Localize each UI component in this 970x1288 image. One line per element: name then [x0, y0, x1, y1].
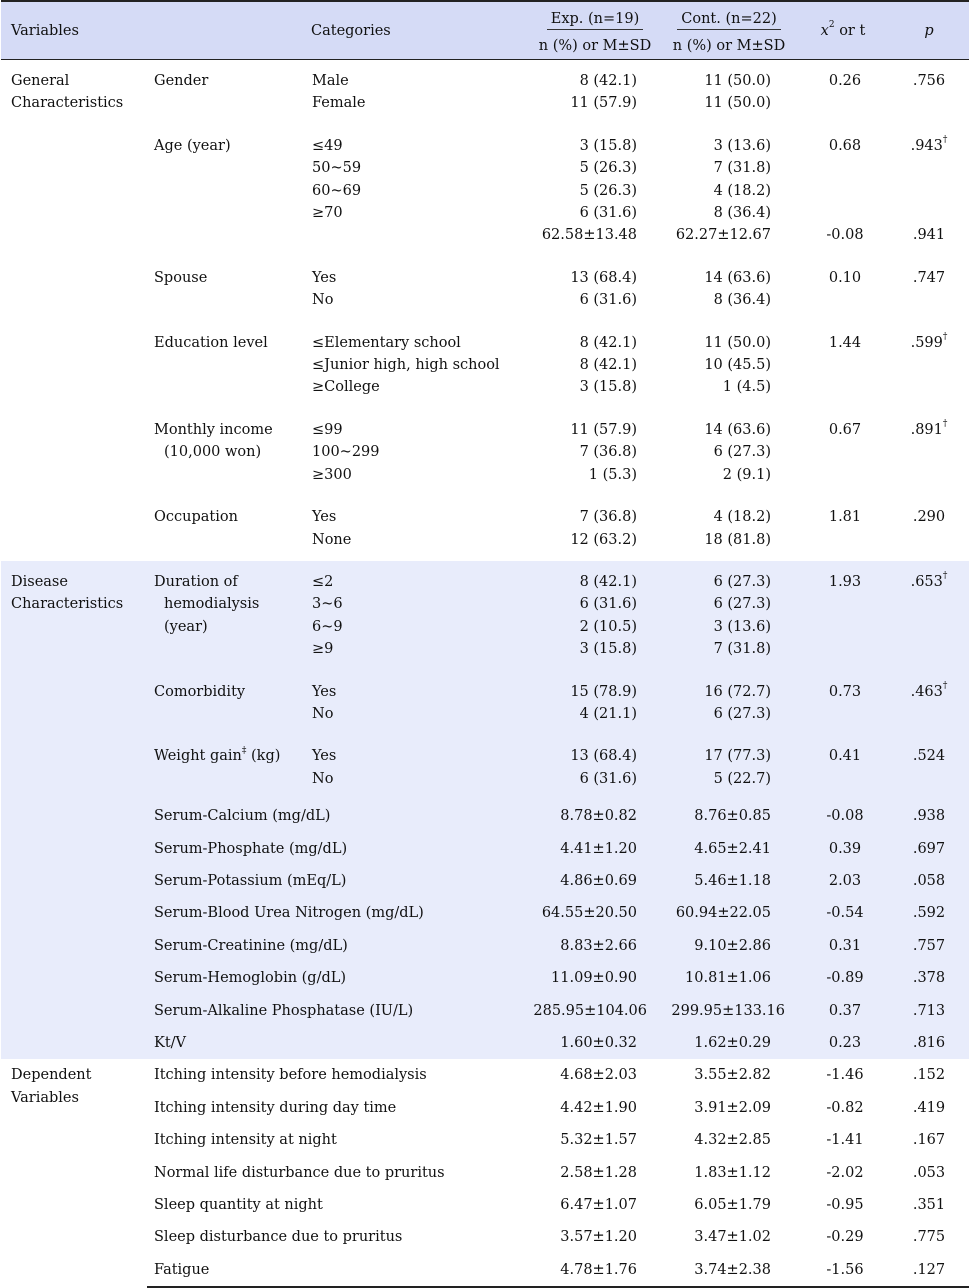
chi-spouse: 0.10	[828, 269, 862, 286]
label-serum-phosphate: Serum-Phosphate (mg/dL)	[147, 833, 529, 865]
exp-serum-creatinine: 8.83±2.66	[529, 930, 661, 962]
cats-income: ≤99 100~299 ≥300	[312, 421, 380, 483]
exp-itch-day: 4.42±1.90	[560, 1099, 637, 1116]
label-serum-alp: Serum-Alkaline Phosphatase (IU/L)	[147, 995, 529, 1027]
label-gender: Gender	[154, 73, 209, 89]
header-p: p	[889, 1, 969, 60]
row-serum-potassium	[1, 865, 969, 897]
chi-duration: 1.93	[797, 561, 889, 671]
cont-fatigue: 3.74±2.38	[661, 1254, 797, 1287]
p-weight-gain: .524	[889, 735, 969, 800]
cats-gender: Male Female	[312, 73, 366, 112]
cats-duration: ≤2 3~6 6~9 ≥9	[311, 561, 529, 671]
label-serum-bun: Serum-Blood Urea Nitrogen (mg/dL)	[147, 897, 529, 929]
section-disease	[1, 561, 969, 1060]
cont-sleep-quantity: 6.05±1.79	[694, 1197, 771, 1214]
cont-weight-gain: 17 (77.3) 5 (22.7)	[661, 735, 797, 800]
chi-occupation: 1.81	[828, 509, 862, 526]
chi-serum-alp: 0.37	[797, 995, 889, 1027]
chi-ktv: 0.23	[797, 1027, 889, 1059]
header-chi-or-t: $x^2$ or t	[797, 1, 889, 60]
chi-itch-day: -0.82	[826, 1099, 864, 1116]
section-general	[1, 60, 969, 561]
chi-fatigue: -1.56	[797, 1254, 889, 1287]
section-general-label: General Characteristics	[11, 73, 124, 112]
section-dependent	[1, 1059, 969, 1287]
chi-income: 0.67	[828, 421, 862, 438]
cats-occupation: Yes None	[312, 509, 352, 548]
row-comorbidity	[1, 671, 969, 736]
row-serum-bun	[1, 897, 969, 929]
p-occupation: .290	[912, 509, 946, 526]
cont-education: 11 (50.0) 10 (45.5) 1 (4.5)	[704, 334, 771, 396]
header-variables: Variables	[1, 1, 147, 60]
exp-sleep-disturbance: 3.57±1.20	[560, 1229, 637, 1246]
row-spouse	[1, 257, 969, 322]
header-exp-group: Exp. (n=19)	[529, 1, 661, 33]
p-income: .891†	[910, 419, 948, 438]
label-sleep-disturbance: Sleep disturbance due to pruritus	[154, 1229, 403, 1246]
chi-itch-night: -1.41	[826, 1132, 864, 1149]
cont-serum-phosphate: 4.65±2.41	[661, 833, 797, 865]
row-serum-creatinine	[1, 930, 969, 962]
cont-income: 14 (63.6) 6 (27.3) 2 (9.1)	[704, 421, 771, 483]
exp-serum-bun: 64.55±20.50	[529, 897, 661, 929]
row-duration	[1, 561, 969, 671]
row-itch-day	[1, 1092, 969, 1124]
label-life-disturbance: Normal life disturbance due to pruritus	[154, 1164, 445, 1181]
cont-age: 3 (13.6) 7 (31.8) 4 (18.2) 8 (36.4) 62.27±12.67	[675, 137, 771, 244]
chi-comorbidity: 0.73	[797, 671, 889, 736]
label-comorbidity: Comorbidity	[147, 671, 311, 736]
row-itch-night	[1, 1124, 969, 1156]
label-fatigue: Fatigue	[147, 1254, 529, 1287]
exp-fatigue: 4.78±1.76	[529, 1254, 661, 1287]
chi-life-disturbance: -2.02	[826, 1164, 864, 1181]
chi-serum-hemoglobin: -0.89	[797, 962, 889, 994]
p-comorbidity: .463†	[889, 671, 969, 736]
p-itch-night: .167	[912, 1132, 946, 1149]
row-weight-gain	[1, 735, 969, 800]
p-education: .599†	[910, 331, 948, 351]
label-itch-day: Itching intensity during day time	[154, 1099, 397, 1116]
exp-serum-hemoglobin: 11.09±0.90	[529, 962, 661, 994]
cont-spouse: 14 (63.6) 8 (36.4)	[704, 269, 771, 309]
exp-life-disturbance: 2.58±1.28	[560, 1164, 637, 1181]
p-serum-calcium: .938	[889, 800, 969, 832]
p-sleep-quantity: .351	[912, 1197, 946, 1214]
p-sleep-disturbance: .775	[912, 1229, 946, 1246]
cats-spouse: Yes No	[312, 269, 337, 309]
chi-gender: 0.26	[828, 73, 862, 89]
exp-itch-night: 5.32±1.57	[560, 1132, 637, 1149]
p-serum-alp: .713	[889, 995, 969, 1027]
p-spouse: .747	[912, 269, 946, 286]
cont-itch-day: 3.91±2.09	[694, 1099, 771, 1116]
exp-education: 8 (42.1) 8 (42.1) 3 (15.8)	[579, 334, 637, 396]
row-age	[1, 125, 969, 257]
header-cont-sub: n (%) or M±SD	[661, 33, 797, 60]
cont-serum-potassium: 5.46±1.18	[661, 865, 797, 897]
exp-occupation: 7 (36.8) 12 (63.2)	[570, 509, 637, 548]
p-itch-day: .419	[912, 1099, 946, 1116]
row-serum-alp	[1, 995, 969, 1027]
header-cont-group: Cont. (n=22)	[661, 1, 797, 33]
row-fatigue	[1, 1254, 969, 1287]
header-exp-sub: n (%) or M±SD	[529, 33, 661, 60]
cont-duration: 6 (27.3) 6 (27.3) 3 (13.6) 7 (31.8)	[661, 561, 797, 671]
p-serum-creatinine: .757	[889, 930, 969, 962]
label-itch-before: Itching intensity before hemodialysis	[154, 1067, 427, 1084]
row-income	[1, 409, 969, 496]
chi-education: 1.44	[828, 334, 862, 351]
section-dependent-label: Dependent Variables	[11, 1067, 92, 1106]
exp-ktv: 1.60±0.32	[529, 1027, 661, 1059]
characteristics-table	[1, 0, 969, 1288]
p-serum-hemoglobin: .378	[889, 962, 969, 994]
chi-sleep-disturbance: -0.29	[826, 1229, 864, 1246]
p-serum-bun: .592	[889, 897, 969, 929]
exp-serum-phosphate: 4.41±1.20	[529, 833, 661, 865]
chi-sleep-quantity: -0.95	[826, 1197, 864, 1214]
exp-weight-gain: 13 (68.4) 6 (31.6)	[529, 735, 661, 800]
p-fatigue: .127	[889, 1254, 969, 1287]
cont-serum-alp: 299.95±133.16	[661, 995, 797, 1027]
row-serum-calcium	[1, 800, 969, 832]
cont-life-disturbance: 1.83±1.12	[694, 1164, 771, 1181]
p-serum-phosphate: .697	[889, 833, 969, 865]
section-disease-label: Disease Characteristics	[1, 561, 147, 1060]
label-duration: Duration of hemodialysis (year)	[147, 561, 311, 671]
row-serum-hemoglobin	[1, 962, 969, 994]
chi-serum-potassium: 2.03	[797, 865, 889, 897]
p-gender: .756	[912, 73, 946, 89]
cats-weight-gain: Yes No	[311, 735, 529, 800]
cont-itch-before: 3.55±2.82	[694, 1067, 771, 1084]
chi-weight-gain: 0.41	[797, 735, 889, 800]
cont-serum-bun: 60.94±22.05	[661, 897, 797, 929]
p-life-disturbance: .053	[912, 1164, 946, 1181]
chi-serum-creatinine: 0.31	[797, 930, 889, 962]
chi-itch-before: -1.46	[826, 1067, 864, 1084]
cont-serum-creatinine: 9.10±2.86	[661, 930, 797, 962]
exp-duration: 8 (42.1) 6 (31.6) 2 (10.5) 3 (15.8)	[529, 561, 661, 671]
label-serum-hemoglobin: Serum-Hemoglobin (g/dL)	[147, 962, 529, 994]
label-education: Education level	[154, 334, 268, 351]
exp-income: 11 (57.9) 7 (36.8) 1 (5.3)	[570, 421, 637, 483]
cont-occupation: 4 (18.2) 18 (81.8)	[704, 509, 771, 548]
cont-serum-hemoglobin: 10.81±1.06	[661, 962, 797, 994]
exp-serum-alp: 285.95±104.06	[529, 995, 661, 1027]
cats-comorbidity: Yes No	[311, 671, 529, 736]
row-occupation	[1, 496, 969, 561]
label-weight-gain: Weight gain‡ (kg)	[147, 735, 311, 800]
cont-sleep-disturbance: 3.47±1.02	[694, 1229, 771, 1246]
chi-serum-phosphate: 0.39	[797, 833, 889, 865]
cats-education: ≤Elementary school ≤Junior high, high school ≥College	[312, 334, 500, 396]
p-itch-before: .152	[912, 1067, 946, 1084]
label-sleep-quantity: Sleep quantity at night	[154, 1197, 323, 1214]
label-spouse: Spouse	[154, 269, 208, 286]
label-serum-calcium: Serum-Calcium (mg/dL)	[147, 800, 529, 832]
row-serum-phosphate	[1, 833, 969, 865]
row-ktv	[1, 1027, 969, 1059]
p-serum-potassium: .058	[889, 865, 969, 897]
chi-serum-calcium: -0.08	[797, 800, 889, 832]
exp-serum-potassium: 4.86±0.69	[529, 865, 661, 897]
row-itch-before	[1, 1059, 969, 1091]
exp-sleep-quantity: 6.47±1.07	[560, 1197, 637, 1214]
label-serum-potassium: Serum-Potassium (mEq/L)	[147, 865, 529, 897]
cats-age: ≤49 50~59 60~69 ≥70	[312, 137, 362, 222]
label-serum-creatinine: Serum-Creatinine (mg/dL)	[147, 930, 529, 962]
p-ktv: .816	[889, 1027, 969, 1059]
exp-age: 3 (15.8) 5 (26.3) 5 (26.3) 6 (31.6) 62.58±13.48	[541, 137, 637, 244]
chi-age: 0.68 -0.08	[826, 137, 864, 244]
chi-serum-bun: -0.54	[797, 897, 889, 929]
label-age: Age (year)	[154, 137, 231, 154]
label-occupation: Occupation	[154, 509, 238, 526]
exp-serum-calcium: 8.78±0.82	[529, 800, 661, 832]
cont-itch-night: 4.32±2.85	[694, 1132, 771, 1149]
row-education	[1, 322, 969, 409]
header-categories: Categories	[311, 22, 391, 39]
cont-comorbidity: 16 (72.7) 6 (27.3)	[661, 671, 797, 736]
row-gender	[1, 60, 969, 125]
label-itch-night: Itching intensity at night	[154, 1132, 337, 1149]
label-ktv: Kt/V	[147, 1027, 529, 1059]
row-sleep-quantity	[1, 1189, 969, 1221]
label-income: Monthly income (10,000 won)	[154, 421, 273, 461]
exp-itch-before: 4.68±2.03	[560, 1067, 637, 1084]
p-duration: .653†	[889, 561, 969, 671]
cont-gender: 11 (50.0) 11 (50.0)	[704, 73, 771, 112]
exp-comorbidity: 15 (78.9) 4 (21.1)	[529, 671, 661, 736]
cont-serum-calcium: 8.76±0.85	[661, 800, 797, 832]
table-header	[1, 1, 969, 60]
p-age: .943† .941	[910, 134, 948, 244]
exp-spouse: 13 (68.4) 6 (31.6)	[570, 269, 637, 309]
exp-gender: 8 (42.1) 11 (57.9)	[570, 73, 637, 112]
row-sleep-disturbance	[1, 1221, 969, 1253]
cont-ktv: 1.62±0.29	[661, 1027, 797, 1059]
row-life-disturbance	[1, 1157, 969, 1189]
